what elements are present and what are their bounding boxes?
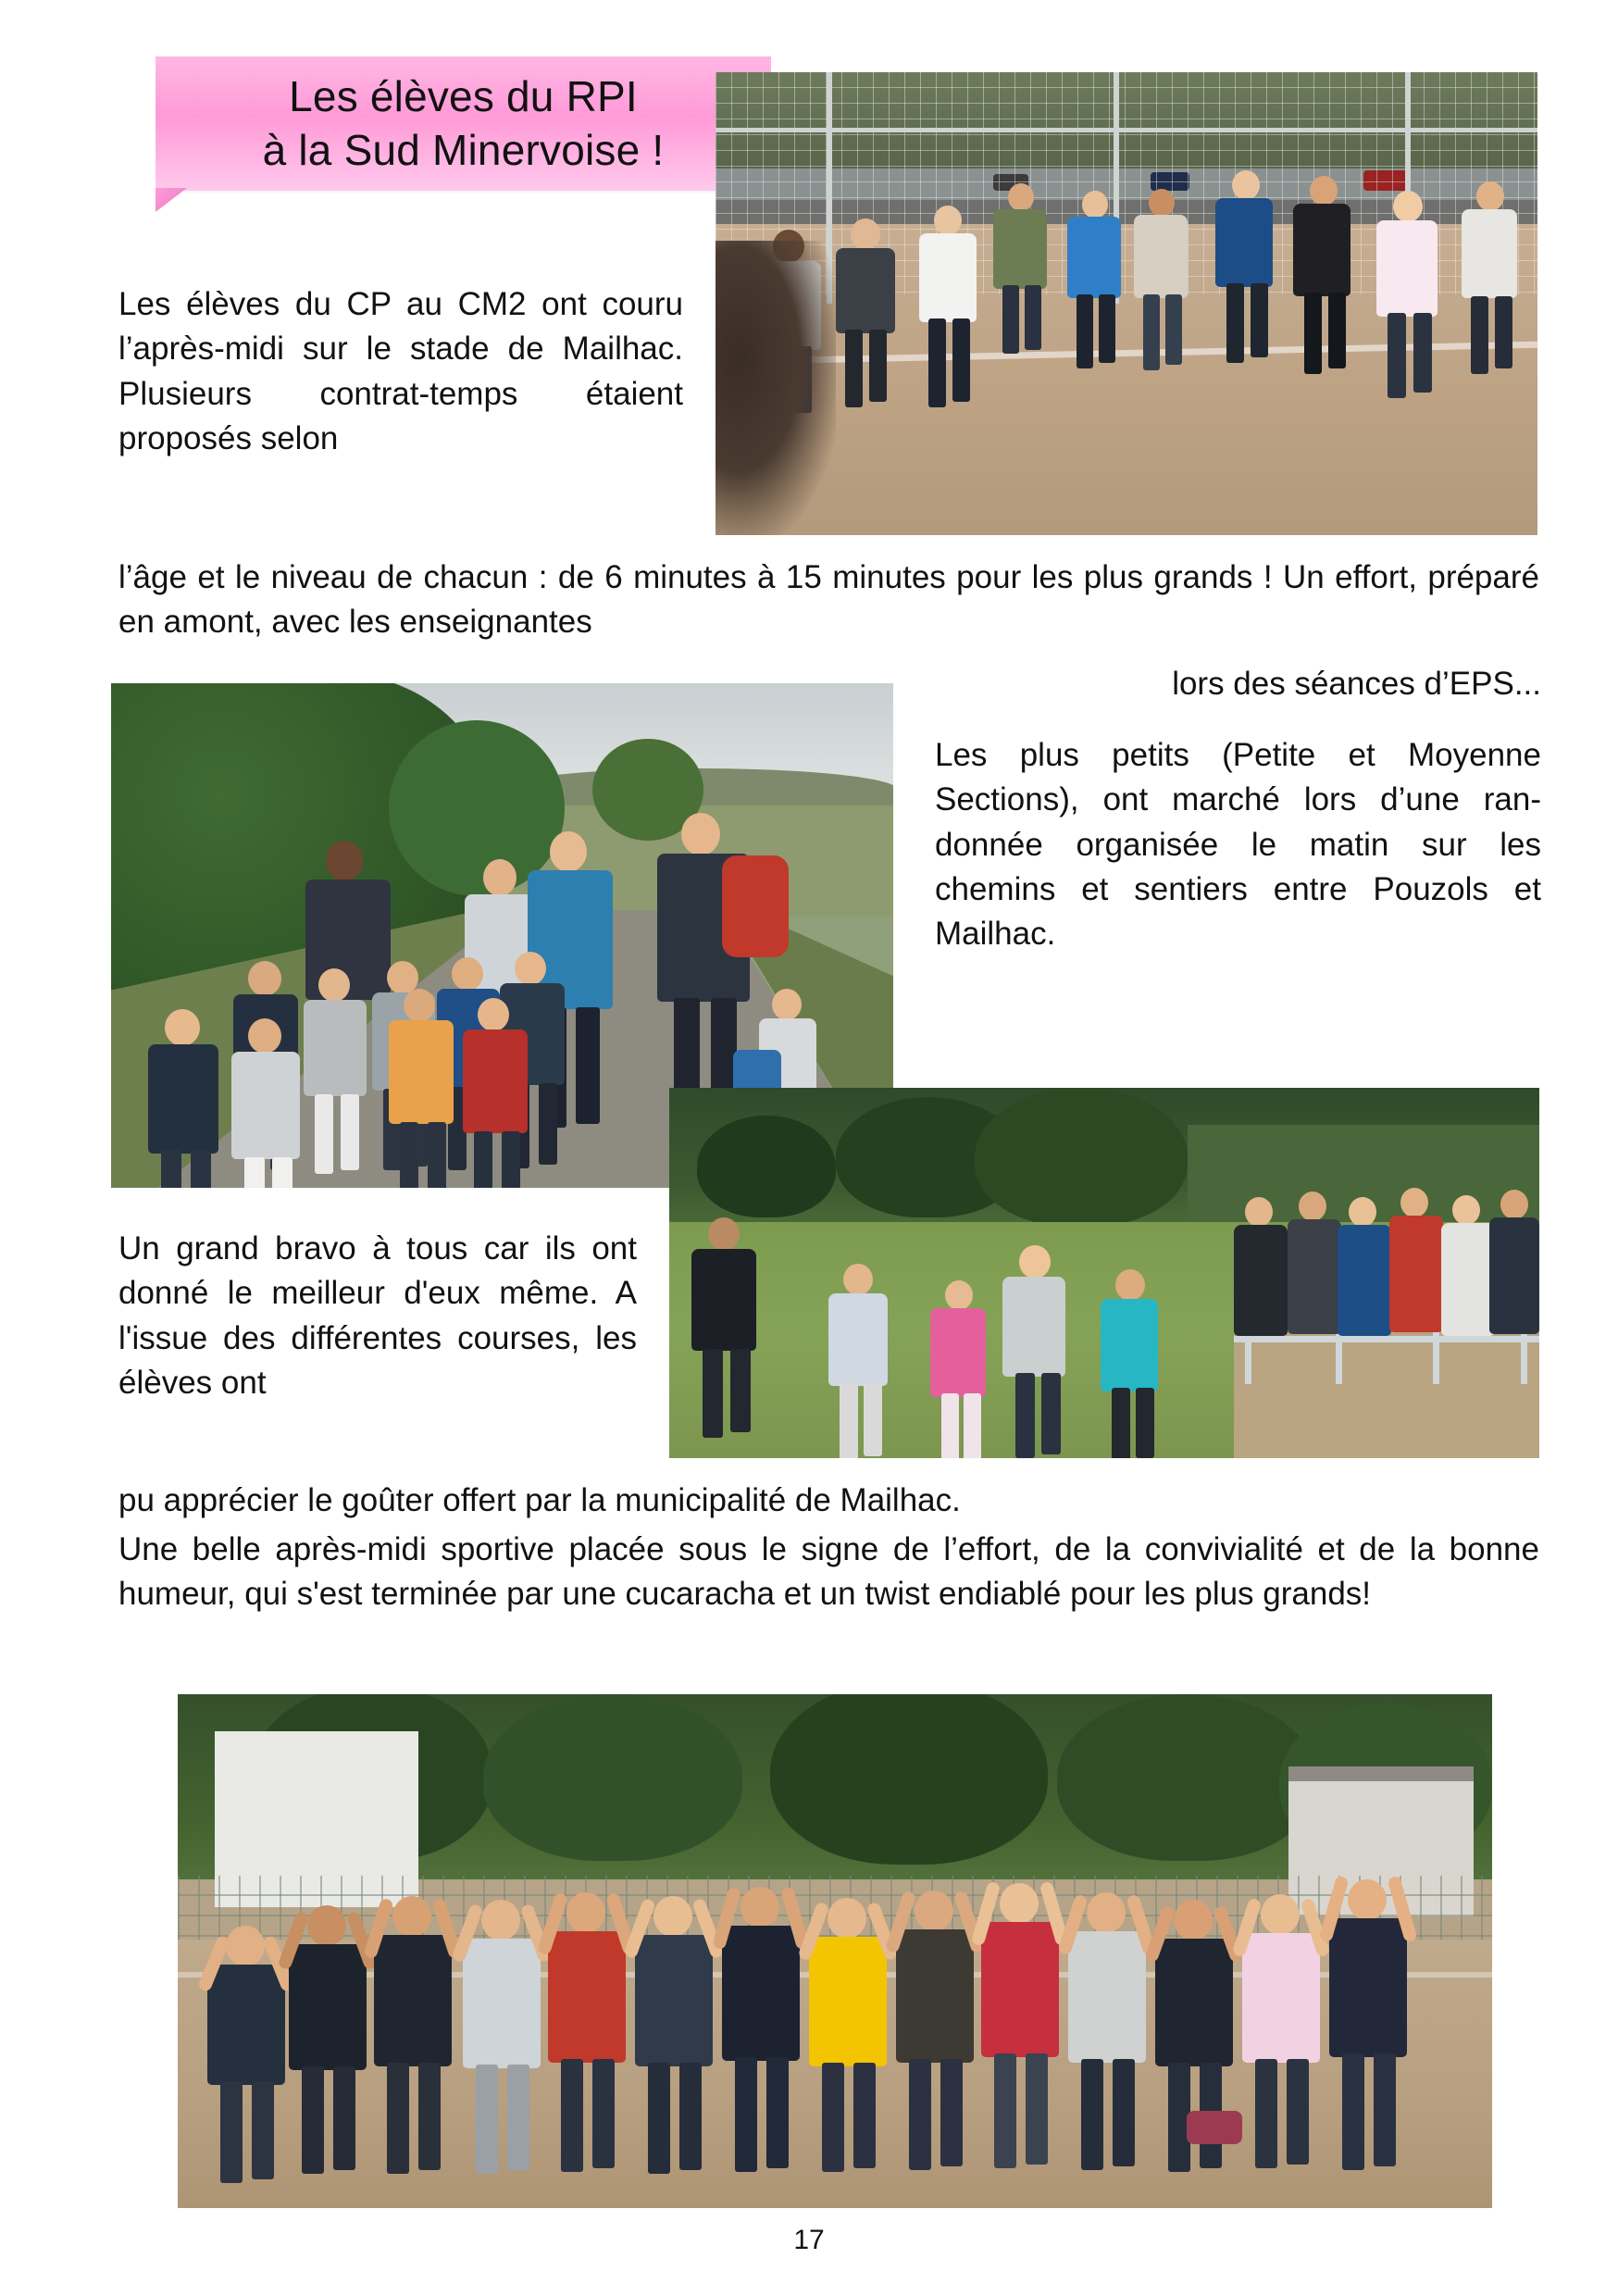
page-title-banner [156,54,771,191]
photo-grass-run [669,1088,1539,1458]
paragraph-7: Une belle après-midi sportive placée sous le signe de l’effort, de la convivialité et de la bonne humeur, qui s'est terminée par une cucaracha et un twist endiablé pour les plus grands! [118,1531,1539,1613]
page-title-line-1: Les élèves du RPI [289,72,638,120]
paragraph-1: Les élèves du CP au CM2 ont couru l’après-midi sur le stade de Mailhac. Plusieurs contrat-temps étaient proposés selon [118,286,683,456]
paragraph-4: Les plus petits (Petite et Moyenne Sections), ont marché lors d’une ran-donnée organisée le matin sur les chemins et sentiers entre Pouzols et Mailhac. [935,737,1541,953]
paragraph-3: lors des séances d’EPS... [1172,666,1541,702]
page-number: 17 [793,2225,825,2255]
page-title-line-2: à la Sud Minervoise ! [262,125,665,174]
paragraph-6: pu apprécier le goûter offert par la municipalité de Mailhac. [118,1482,961,1518]
paragraph-2: l’âge et le niveau de chacun : de 6 minutes à 15 minutes pour les plus grands ! Un effort, préparé en amont, avec les enseignantes [118,559,1539,641]
photo-running-track [716,72,1537,535]
paragraph-5: Un grand bravo à tous car ils ont donné le meilleur d'eux même. A l'issue des différentes courses, les élèves ont [118,1230,637,1401]
banner-fold-decoration [156,188,187,212]
photo-group-arms-up [178,1694,1492,2208]
